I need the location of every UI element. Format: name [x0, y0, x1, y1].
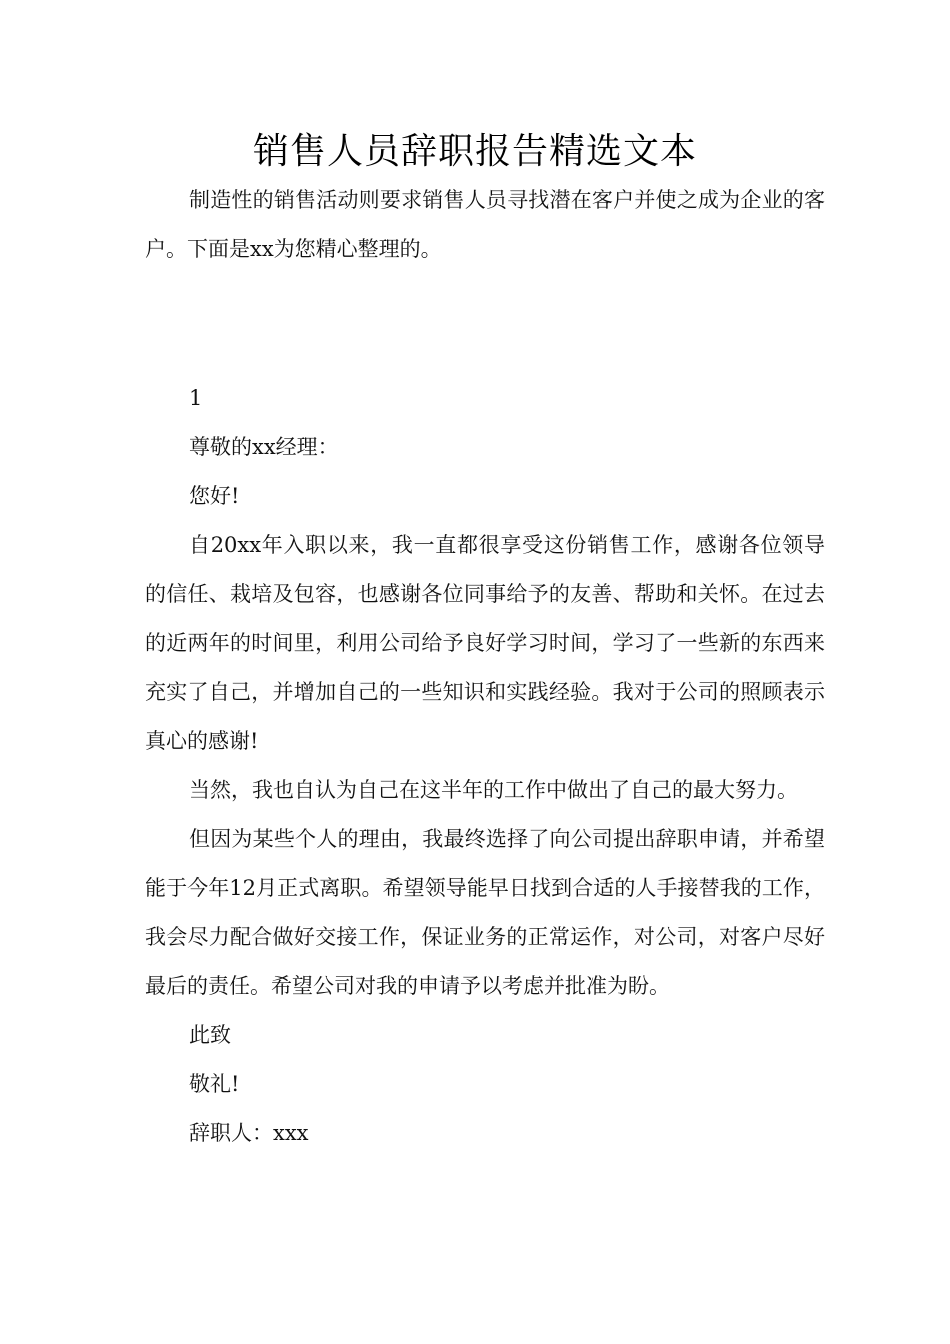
closing-line-1: 此致	[189, 1023, 231, 1047]
body-paragraph-3: 但因为某些个人的理由，我最终选择了向公司提出辞职申请，并希望能于今年12月正式离职。希望领导能早日找到合适的人手接替我的工作，我会尽力配合做好交接工作，保证业务的正常运作，对公司，对客户尽好最后的责任。希望公司对我的申请予以考虑并批准为盼。	[145, 827, 825, 998]
body-paragraph-2: 当然，我也自认为自己在这半年的工作中做出了自己的最大努力。	[189, 778, 798, 802]
signature: 辞职人：xxx	[189, 1121, 309, 1145]
body-paragraph-1: 自20xx年入职以来，我一直都很享受这份销售工作，感谢各位领导的信任、栽培及包容，也感谢各位同事给予的友善、帮助和关怀。在过去的近两年的时间里，利用公司给予良好学习时间，学习了一些新的东西来充实了自己，并增加自己的一些知识和实践经验。我对于公司的照顾表示真心的感谢!	[145, 533, 825, 753]
salutation: 尊敬的xx经理：	[189, 435, 339, 459]
document-title: 销售人员辞职报告精选文本	[252, 131, 697, 172]
document-body	[145, 176, 825, 1158]
section-number: 1	[189, 386, 203, 410]
blank-space	[145, 274, 825, 374]
intro-paragraph: 制造性的销售活动则要求销售人员寻找潜在客户并使之成为企业的客户。下面是xx为您精心整理的。	[145, 188, 825, 261]
closing-line-2: 敬礼!	[189, 1072, 240, 1096]
greeting: 您好!	[189, 484, 240, 508]
